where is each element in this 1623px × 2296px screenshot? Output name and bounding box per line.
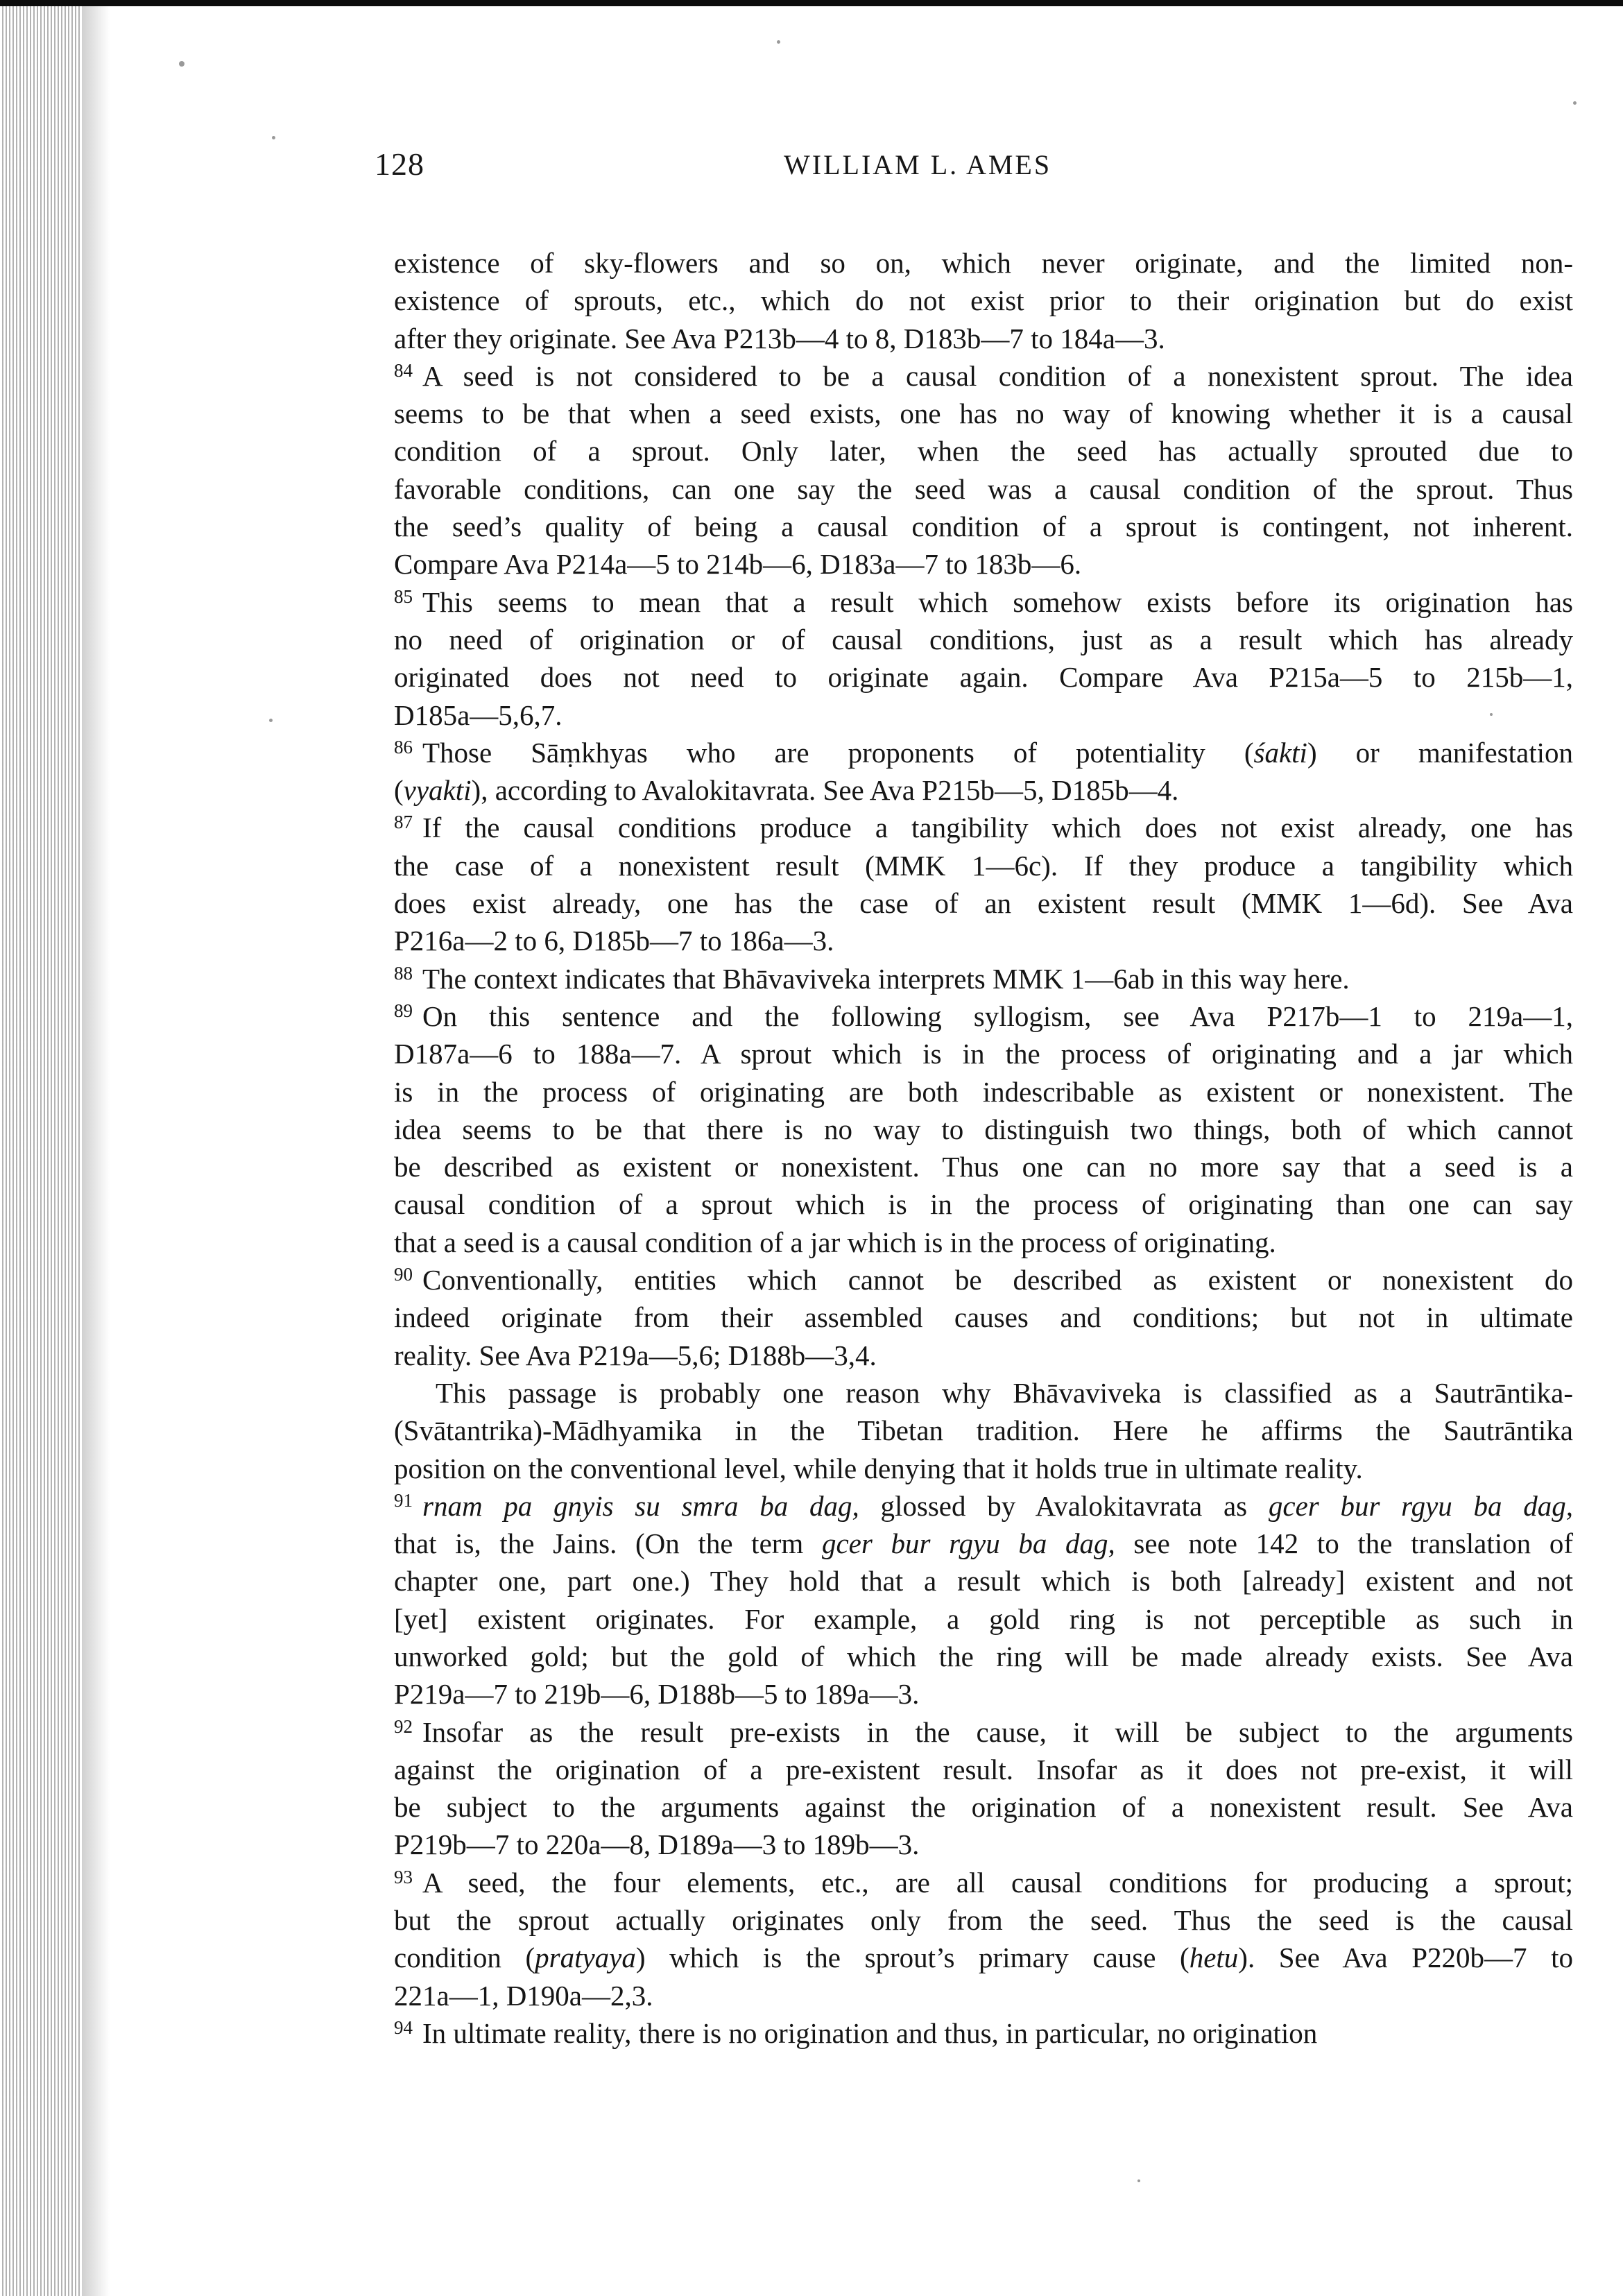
- text-line: chapter one, part one.) They hold that a result which is both [already] existent and not: [394, 1565, 1573, 1597]
- text-line: $^{90}$ Conventionally, entities which cannot be described as existent or nonexistent do: [394, 1264, 1573, 1296]
- italic-term: pratyaya: [535, 1942, 636, 1974]
- footnote-block: [394, 244, 1573, 2052]
- footnote-89: [394, 997, 1573, 1261]
- scan-speck: [179, 61, 184, 67]
- text-line: existence of sprouts, etc., which do not exist prior to their origination but do exist: [394, 284, 1573, 317]
- text-line: (Svātantrika)-Mādhyamika in the Tibetan tradition. Here he affirms the Sautrāntika: [394, 1414, 1573, 1447]
- text-line: This passage is probably one reason why Bhāvaviveka is classified as a Sautrāntika-: [436, 1376, 1573, 1409]
- text-line: $^{93}$ A seed, the four elements, etc., are all causal conditions for producing a sprout;: [394, 1866, 1573, 1899]
- scan-speck: [1137, 2179, 1140, 2182]
- footnote-88: [394, 960, 1573, 997]
- text-line: reality. See Ava P219a—5,6; D188b—3,4.: [394, 1339, 877, 1371]
- footnote-85: [394, 583, 1573, 734]
- running-head: [375, 146, 1512, 194]
- scan-speck: [269, 719, 273, 722]
- text-line: Compare Ava P214a—5 to 214b—6, D183a—7 to 183b—6.: [394, 548, 1082, 581]
- text-line: $^{86}$ Those Sāṃkhyas who are proponents of potentiality (śakti) or manifestation: [394, 736, 1573, 769]
- text-line: $^{87}$ If the causal conditions produce a tangibility which does not exist already, one has: [394, 812, 1573, 844]
- text-line: but the sprout actually originates only from the seed. Thus the seed is the causal: [394, 1904, 1573, 1937]
- text-line: the seed’s quality of being a causal condition of a sprout is contingent, not inherent.: [394, 511, 1573, 543]
- text-line: $^{89}$ On this sentence and the following syllogism, see Ava P217b—1 to 219a—1,: [394, 1000, 1573, 1032]
- italic-term: gcer bur rgyu ba dag,: [1268, 1489, 1573, 1522]
- text-line: D187a—6 to 188a—7. A sprout which is in the process of originating and a jar which: [394, 1038, 1573, 1070]
- footnote-86: [394, 734, 1573, 809]
- text-line: $^{85}$ This seems to mean that a result which somehow exists before its origination has: [394, 585, 1573, 618]
- footnote-marker: 86: [394, 736, 413, 757]
- text-line: is in the process of originating are both indescribable as existent or nonexistent. The: [394, 1075, 1573, 1108]
- text-line: D185a—5,6,7.: [394, 699, 563, 731]
- footnote-marker: 85: [394, 585, 413, 607]
- footnote-marker: 90: [394, 1264, 413, 1285]
- footnote-90: [394, 1261, 1573, 1374]
- binding-shadow: [82, 6, 110, 2296]
- text-line: existence of sky-flowers and so on, which never originate, and the limited non-: [394, 247, 1573, 279]
- text-line: that a seed is a causal condition of a jar which is in the process of originating.: [394, 1226, 1276, 1258]
- footnote-continuation: [394, 244, 1573, 357]
- scan-speck: [777, 40, 780, 44]
- text-line: $^{91}$ rnam pa gnyis su smra ba dag, glossed by Avalokitavrata as gcer bur rgyu ba dag,: [394, 1489, 1573, 1522]
- page-number: 128: [375, 146, 424, 182]
- text-line: seems to be that when a seed exists, one has no way of knowing whether it is a causal: [394, 397, 1573, 430]
- footnote-continuation: [394, 1374, 1573, 1487]
- scan-top-edge: [0, 0, 1623, 6]
- text-line: P216a—2 to 6, D185b—7 to 186a—3.: [394, 925, 834, 957]
- italic-term: hetu: [1189, 1942, 1239, 1974]
- text-line: favorable conditions, can one say the seed was a causal condition of the sprout. Thus: [394, 472, 1573, 505]
- text-line: P219b—7 to 220a—8, D189a—3 to 189b—3.: [394, 1828, 920, 1861]
- italic-term: śakti: [1253, 736, 1307, 769]
- text-line: (vyakti), according to Avalokitavrata. See Ava P215b—5, D185b—4.: [394, 774, 1179, 807]
- text-line: condition (pratyaya) which is the sprout’s primary cause (hetu). See Ava P220b—7 to: [394, 1942, 1573, 1974]
- text-line: 221a—1, D190a—2,3.: [394, 1979, 653, 2012]
- text-line: be described as existent or nonexistent. Thus one can no more say that a seed is a: [394, 1151, 1573, 1183]
- footnote-91: [394, 1487, 1573, 1713]
- footnote-84: [394, 357, 1573, 583]
- footnote-92: [394, 1713, 1573, 1864]
- footnote-marker: 87: [394, 812, 413, 833]
- text-line: that is, the Jains. (On the term gcer bur rgyu ba dag, see note 142 to the translation of: [394, 1527, 1573, 1560]
- text-line: $^{88}$ The context indicates that Bhāvaviveka interprets MMK 1—6ab in this way here.: [394, 962, 1350, 995]
- footnote-marker: 92: [394, 1715, 413, 1737]
- text-line: $^{94}$ In ultimate reality, there is no origination and thus, in particular, no origination: [394, 2016, 1318, 2049]
- text-line: does exist already, one has the case of an existent result (MMK 1—6d). See Ava: [394, 887, 1573, 920]
- text-line: position on the conventional level, while denying that it holds true in ultimate reality.: [394, 1452, 1363, 1484]
- text-line: $^{92}$ Insofar as the result pre-exists in the cause, it will be subject to the arguments: [394, 1715, 1573, 1748]
- text-line: after they originate. See Ava P213b—4 to 8, D183b—7 to 184a—3.: [394, 322, 1165, 354]
- footnote-marker: 91: [394, 1489, 413, 1511]
- scan-speck: [272, 136, 275, 139]
- text-line: $^{84}$ A seed is not considered to be a causal condition of a nonexistent sprout. The idea: [394, 359, 1573, 392]
- text-line: be subject to the arguments against the origination of a nonexistent result. See Ava: [394, 1791, 1573, 1824]
- text-line: unworked gold; but the gold of which the ring will be made already exists. See Ava: [394, 1640, 1573, 1672]
- text-line: indeed originate from their assembled causes and conditions; but not in ultimate: [394, 1301, 1573, 1334]
- footnote-marker: 89: [394, 1000, 413, 1021]
- footnote-marker: 84: [394, 359, 413, 381]
- italic-term: rnam pa gnyis su smra ba dag,: [422, 1489, 859, 1522]
- footnote-94: [394, 2014, 1573, 2052]
- footnote-87: [394, 809, 1573, 959]
- text-line: no need of origination or of causal conditions, just as a result which has already: [394, 623, 1573, 656]
- text-line: against the origination of a pre-existent result. Insofar as it does not pre-exist, it will: [394, 1753, 1573, 1785]
- text-line: originated does not need to originate again. Compare Ava P215a—5 to 215b—1,: [394, 661, 1573, 694]
- running-title-author: WILLIAM L. AMES: [784, 149, 1052, 180]
- text-line: the case of a nonexistent result (MMK 1—6c). If they produce a tangibility which: [394, 849, 1573, 882]
- footnote-marker: 88: [394, 962, 413, 984]
- text-line: causal condition of a sprout which is in the process of originating than one can say: [394, 1188, 1573, 1221]
- text-line: idea seems to be that there is no way to distinguish two things, both of which cannot: [394, 1113, 1573, 1145]
- scan-binding-edge: [0, 6, 82, 2296]
- italic-term: vyakti: [403, 774, 472, 807]
- text-line: [yet] existent originates. For example, a gold ring is not perceptible as such in: [394, 1602, 1573, 1635]
- text-line: condition of a sprout. Only later, when the seed has actually sprouted due to: [394, 435, 1573, 468]
- footnote-93: [394, 1864, 1573, 2014]
- footnote-marker: 94: [394, 2016, 413, 2038]
- italic-term: gcer bur rgyu ba dag,: [821, 1527, 1115, 1560]
- scan-speck: [1573, 101, 1577, 105]
- text-line: P219a—7 to 219b—6, D188b—5 to 189a—3.: [394, 1678, 920, 1711]
- footnote-marker: 93: [394, 1866, 413, 1887]
